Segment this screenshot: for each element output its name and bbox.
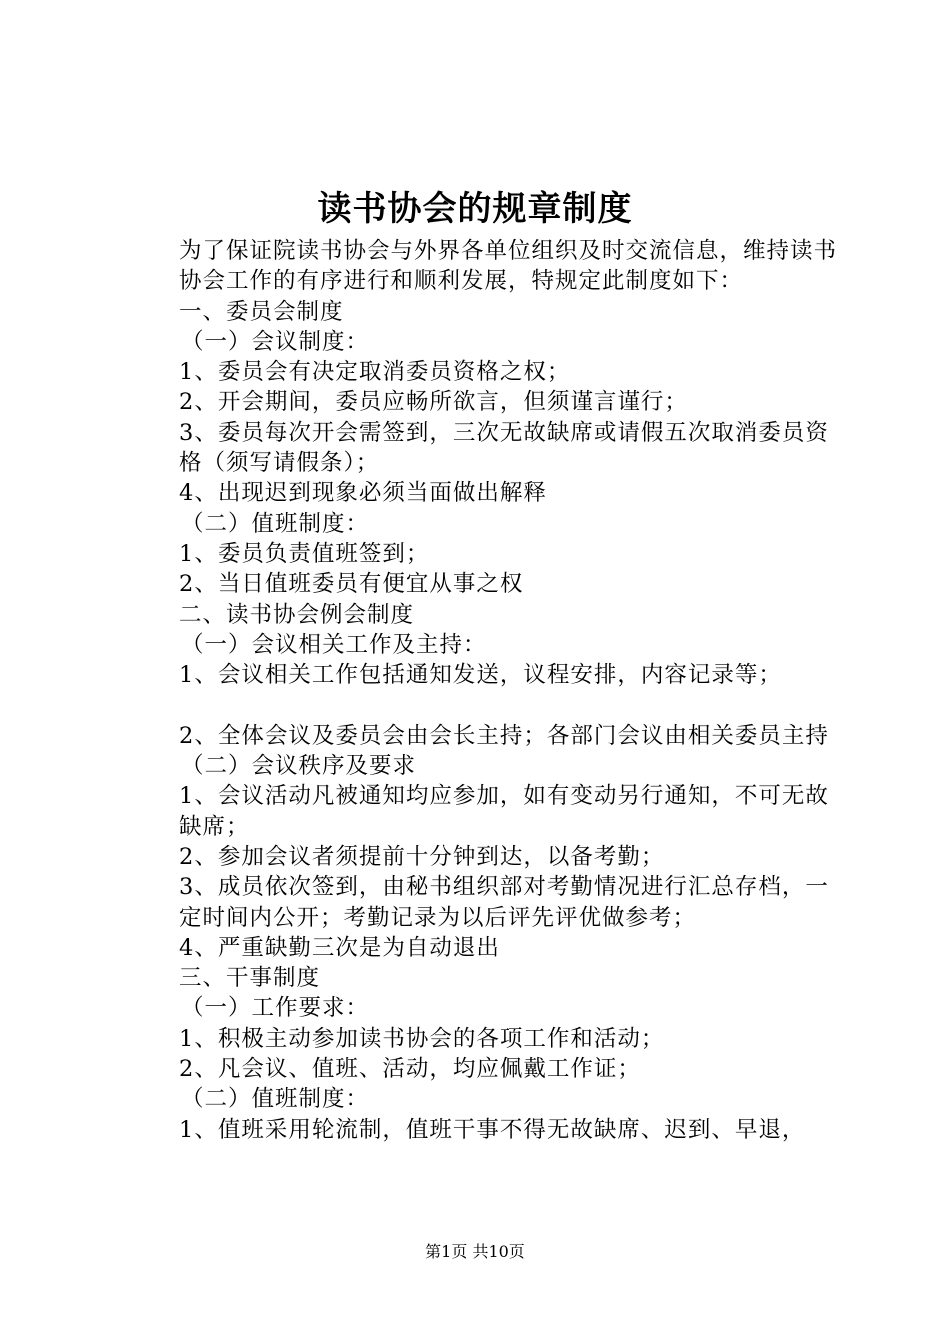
- list-item: 3、委员每次开会需签到，三次无故缺席或请假五次取消委员资格（须写请假条）；: [179, 419, 829, 477]
- subsection-heading: （二）会议秩序及要求: [181, 753, 417, 780]
- list-item: 2、参加会议者须提前十分钟到达，以备考勤；: [179, 843, 665, 870]
- list-item: 1、委员负责值班签到；: [179, 540, 430, 567]
- blank-line: [131, 690, 843, 720]
- list-item: 2、凡会议、值班、活动，均应佩戴工作证；: [179, 1056, 641, 1083]
- section-heading: 三、干事制度: [179, 965, 321, 992]
- subsection-heading: （二）值班制度：: [181, 1086, 370, 1113]
- list-item: 1、委员会有决定取消委员资格之权；: [179, 359, 571, 386]
- list-item: 1、会议活动凡被通知均应参加，如有变动另行通知，不可无故缺席；: [179, 783, 829, 840]
- page-footer: 第1页 共10页: [425, 1242, 525, 1261]
- subsection-heading: （一）会议相关工作及主持：: [181, 631, 487, 658]
- section-heading: 二、读书协会例会制度: [179, 601, 415, 628]
- list-item: 2、当日值班委员有便宜从事之权: [179, 571, 524, 598]
- section-heading: 一、委员会制度: [179, 298, 344, 325]
- list-item: 2、开会期间，委员应畅所欲言，但须谨言谨行；: [179, 389, 688, 416]
- subsection-heading: （一）会议制度：: [181, 328, 370, 355]
- list-item: 3、成员依次签到，由秘书组织部对考勤情况进行汇总存档，一定时间内公开；考勤记录为以后评先评优做参考；: [179, 874, 829, 931]
- intro-paragraph: 为了保证院读书协会与外界各单位组织及时交流信息，维持读书协会工作的有序进行和顺利发展，特规定此制度如下：: [179, 238, 838, 295]
- list-item: 4、出现迟到现象必须当面做出解释: [179, 480, 547, 507]
- list-item: 1、会议相关工作包括通知发送，议程安排，内容记录等；: [179, 662, 782, 689]
- document-title: 读书协会的规章制度: [317, 189, 633, 229]
- document-body: [131, 236, 843, 1145]
- subsection-heading: （一）工作要求：: [181, 995, 370, 1022]
- list-item: 2、全体会议及委员会由会长主持；各部门会议由相关委员主持: [179, 722, 829, 749]
- list-item: 4、严重缺勤三次是为自动退出: [179, 934, 500, 961]
- subsection-heading: （二）值班制度：: [181, 510, 370, 537]
- list-item: 1、积极主动参加读书协会的各项工作和活动；: [179, 1025, 665, 1052]
- list-item: 1、值班采用轮流制，值班干事不得无故缺席、迟到、早退，: [179, 1116, 806, 1143]
